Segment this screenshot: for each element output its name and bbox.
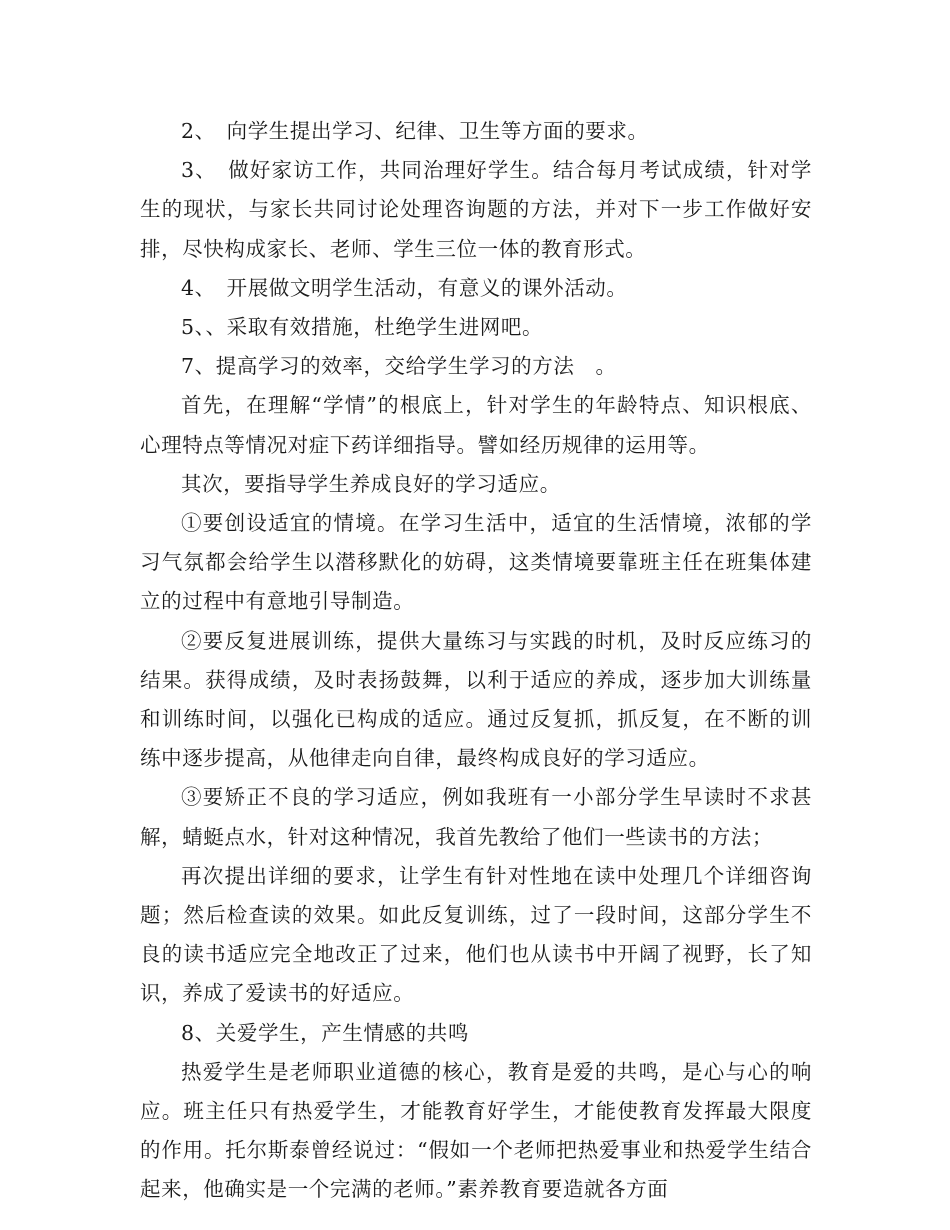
paragraph-activities: 4、 开展做文明学生活动，有意义的课外活动。 xyxy=(181,275,628,300)
paragraph-point-1: ①要创设适宜的情境。在学习生活中，适宜的生活情境，浓郁的学习气氛都会给学生以潜移默化的妨碍，这类情境要靠班主任在班集体建立的过程中有意地引导制造。 xyxy=(140,511,812,614)
document-body xyxy=(140,112,812,1210)
paragraph-second: 其次，要指导学生养成良好的学习适应。 xyxy=(181,471,561,496)
paragraph-care-heading: 8、关爱学生，产生情感的共鸣 xyxy=(181,1020,469,1045)
paragraph-love-students: 热爱学生是老师职业道德的核心，教育是爱的共鸣，是心与心的响应。班主任只有热爱学生，才能教育好学生，才能使教育发挥最大限度的作用。托尔斯泰曾经说过：“假如一个老师把热爱事业和热爱学生结合起来，他确实是一个完满的老师。”素养教育要造就各方面 xyxy=(140,1059,812,1202)
paragraph-internet-cafe: 5、、采取有效措施，杜绝学生进网吧。 xyxy=(181,315,544,340)
paragraph-point-3: ③要矫正不良的学习适应，例如我班有一小部分学生早读时不求甚解，蜻蜓点水，针对这种情况，我首先教给了他们一些读书的方法； xyxy=(140,785,812,849)
paragraph-point-2: ②要反复进展训练，提供大量练习与实践的时机，及时反应练习的结果。获得成绩，及时表扬鼓舞，以利于适应的养成，逐步加大训练量和训练时间，以强化已构成的适应。通过反复抓，抓反复，在不断的训练中逐步提高，从他律走向自律，最终构成良好的学习适应。 xyxy=(140,628,812,771)
paragraph-efficiency: 7、提高学习的效率，交给学生学习的方法 。 xyxy=(181,354,617,379)
paragraph-again: 再次提出详细的要求，让学生有针对性地在读中处理几个详细咨询题；然后检查读的效果。如此反复训练，过了一段时间，这部分学生不良的读书适应完全地改正了过来，他们也从读书中开阔了视野，长了知识，养成了爱读书的好适应。 xyxy=(140,863,812,1006)
paragraph-home-visits: 3、 做好家访工作，共同治理好学生。结合每月考试成绩，针对学生的现状，与家长共同讨论处理咨询题的方法，并对下一步工作做好安排，尽快构成家长、老师、学生三位一体的教育形式。 xyxy=(140,158,812,261)
paragraph-requirements: 2、 向学生提出学习、纪律、卫生等方面的要求。 xyxy=(181,119,649,143)
paragraph-first: 首先，在理解“学情”的根底上，针对学生的年龄特点、知识根底、心理特点等情况对症下药详细指导。譬如经历规律的运用等。 xyxy=(140,393,812,457)
